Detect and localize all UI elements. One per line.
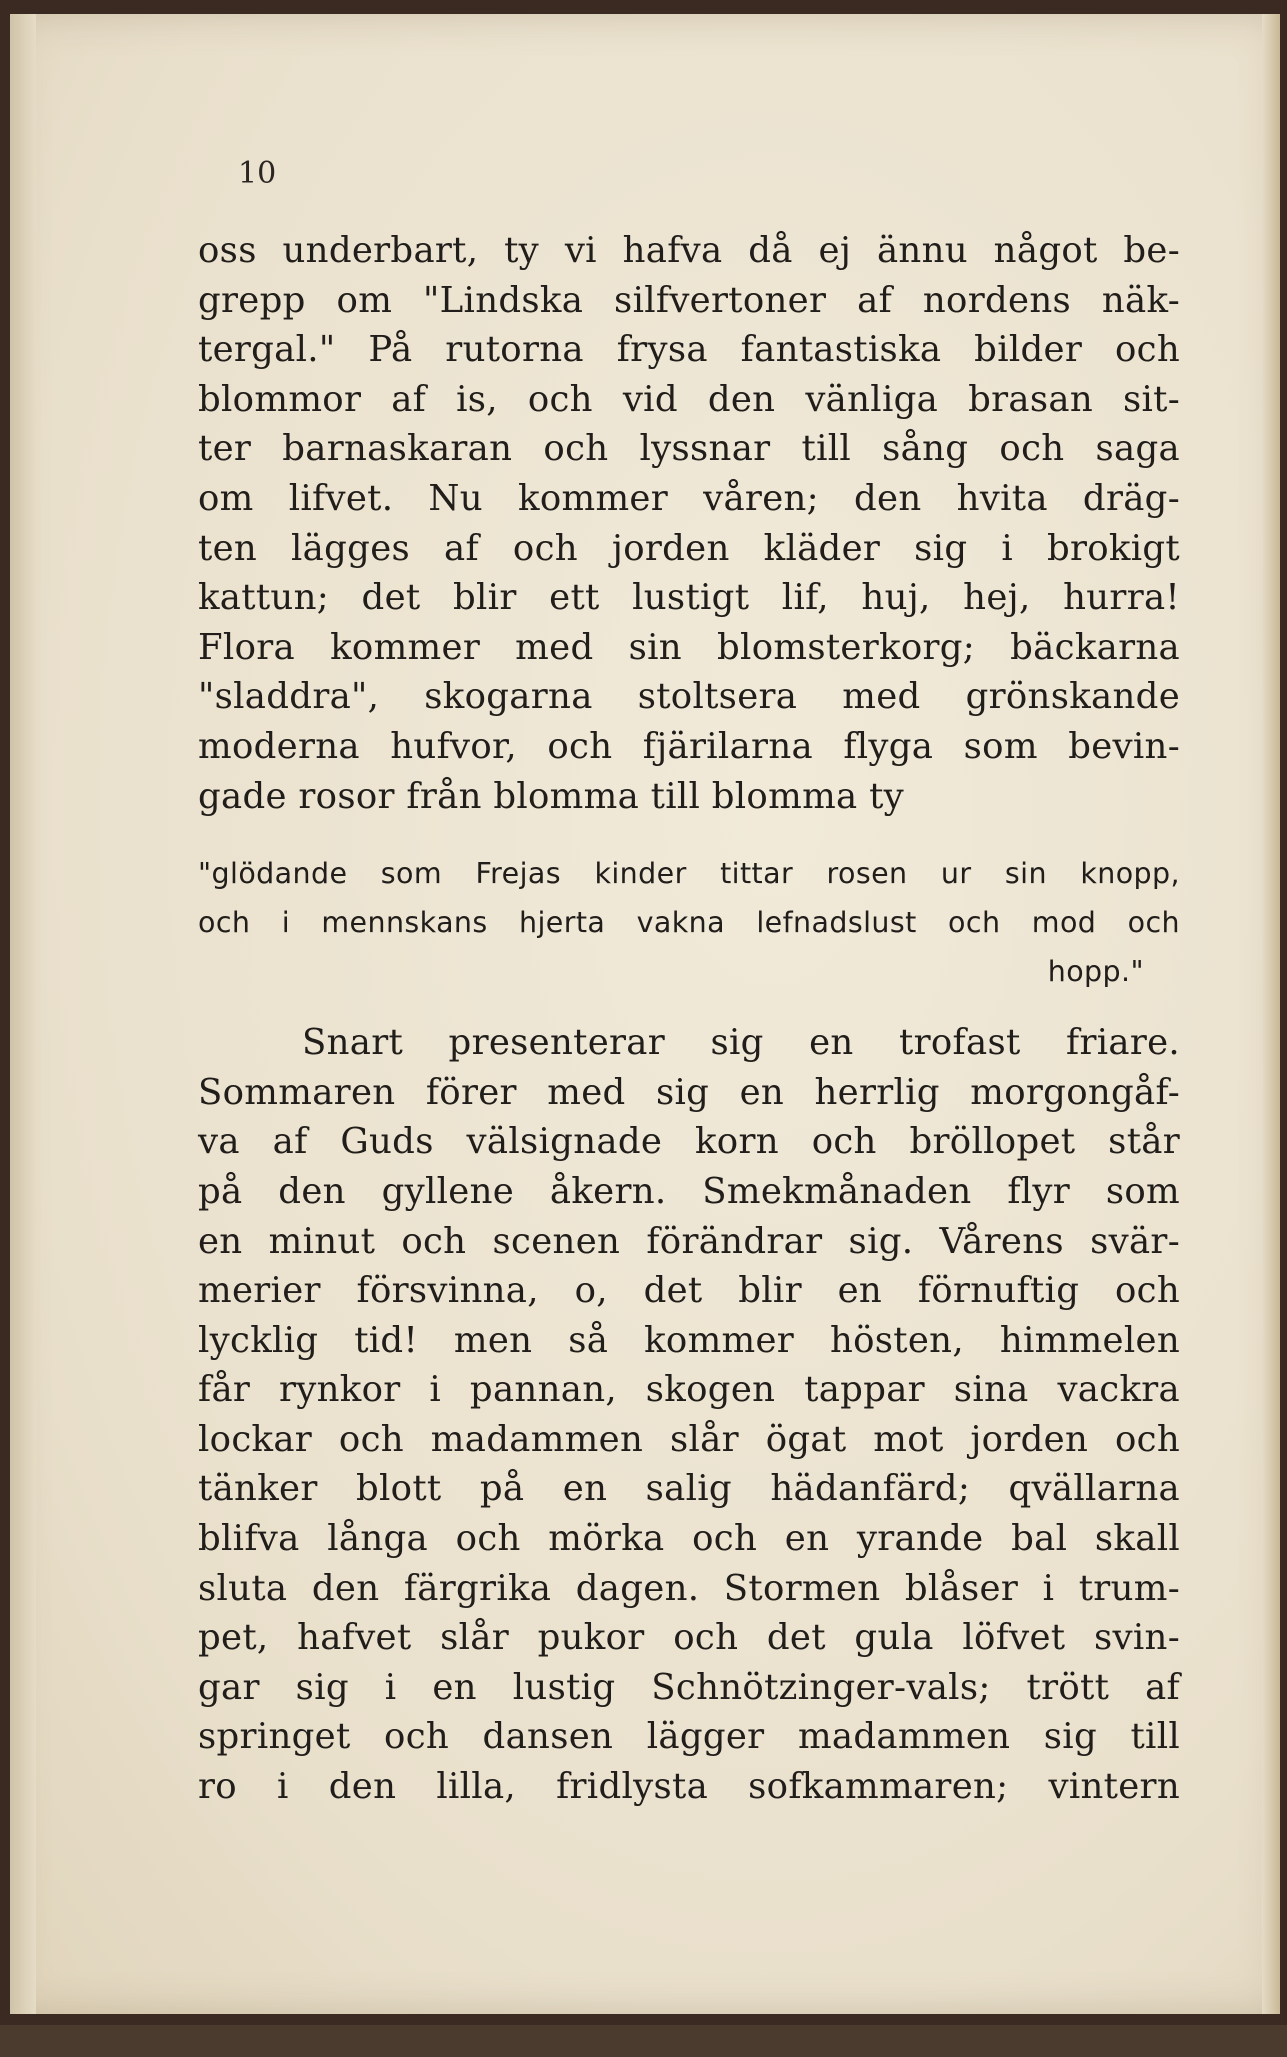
text-line: ter barnaskaran och lyssnar till sång och saga	[198, 428, 1180, 470]
text-line: Flora kommer med sin blomsterkorg; bäckarna	[198, 626, 1180, 668]
verse-line: och i mennskans hjerta vakna lefnadslust och mod och	[198, 906, 1180, 940]
text-line: en minut och scenen förändrar sig. Vårens svär-	[198, 1220, 1180, 1262]
text-line: lockar och madammen slår ögat mot jorden och	[198, 1418, 1180, 1460]
text-line: ten lägges af och jorden kläder sig i brokigt	[198, 527, 1180, 569]
text-line: kattun; det blir ett lustigt lif, huj, hej, hurra!	[198, 577, 1180, 619]
text-line: Sommaren förer med sig en herrlig morgongåf-	[198, 1071, 1180, 1113]
verse-quote	[198, 849, 1180, 996]
text-line: sluta den färgrika dagen. Stormen blåser i trum-	[198, 1567, 1180, 1609]
text-line: "sladdra", skogarna stoltsera med grönskande	[198, 676, 1180, 718]
text-line: lycklig tid! men så kommer hösten, himmelen	[198, 1319, 1180, 1361]
text-line: oss underbart, ty vi hafva då ej ännu något be-	[198, 230, 1180, 271]
text-line: får rynkor i pannan, skogen tappar sina vackra	[198, 1369, 1180, 1411]
page-edge	[1262, 14, 1280, 2014]
text-line: gade rosor från blomma till blomma ty	[198, 775, 905, 817]
text-line: va af Guds välsignade korn och bröllopet står	[198, 1121, 1180, 1163]
text-line: springet och dansen lägger madammen sig till	[198, 1716, 1180, 1758]
paragraph-1	[198, 226, 1180, 821]
paragraph-2	[198, 1018, 1180, 1812]
text-line: pet, hafvet slår pukor och det gula löfvet svin-	[198, 1617, 1180, 1659]
text-line: på den gyllene åkern. Smekmånaden flyr som	[198, 1170, 1180, 1212]
verse-line: "glödande som Frejas kinder tittar rosen ur sin knopp,	[198, 857, 1180, 891]
book-page	[10, 14, 1280, 2014]
text-line: tergal." På rutorna frysa fantastiska bilder och	[198, 329, 1180, 371]
text-line: moderna hufvor, och fjärilarna flyga som bevin-	[198, 725, 1180, 767]
text-line: ro i den lilla, fridlysta sofkammaren; vintern	[198, 1766, 1180, 1808]
text-line: om lifvet. Nu kommer våren; den hvita dräg-	[198, 477, 1180, 519]
text-line: blifva långa och mörka och en yrande bal skall	[198, 1518, 1180, 1560]
text-line: grepp om "Lindska silfvertoner af nordens näk-	[198, 279, 1180, 321]
verse-line: hopp."	[1047, 955, 1144, 989]
page-spine-shadow	[10, 14, 36, 2014]
book-cover-edge	[0, 2025, 1287, 2057]
text-line: merier försvinna, o, det blir en förnuftig och	[198, 1270, 1180, 1312]
text-line: blommor af is, och vid den vänliga brasan sit-	[198, 378, 1180, 420]
page-text	[198, 226, 1180, 1812]
text-line: gar sig i en lustig Schnötzinger-vals; trött af	[198, 1666, 1180, 1708]
page-number: 10	[238, 156, 277, 191]
text-line: Snart presenterar sig en trofast friare.	[302, 1022, 1180, 1064]
text-line: tänker blott på en salig hädanfärd; qvällarna	[198, 1468, 1180, 1510]
